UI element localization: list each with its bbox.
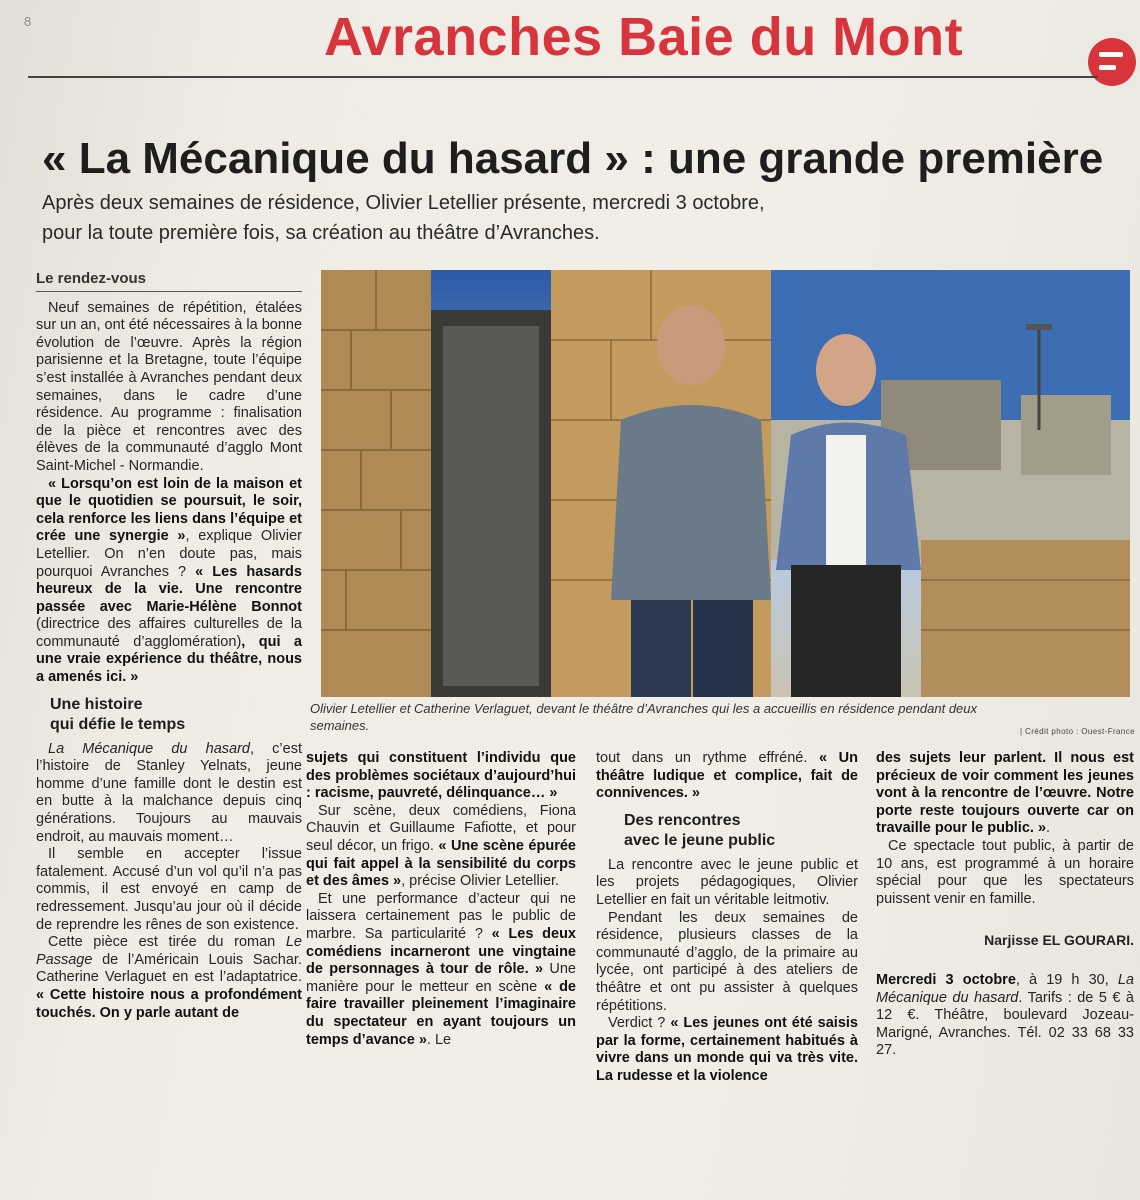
quote: « Cette histoire nous a profondément touchés. On y parle autant de [36, 986, 302, 1021]
paragraph [596, 750, 858, 803]
column-2 [306, 750, 576, 1049]
photo-credit: | Crédit photo : Ouest-France [1019, 727, 1135, 736]
box-heading: Le rendez-vous [36, 270, 302, 292]
paragraph [876, 750, 1134, 838]
subheading-line: qui défie le temps [50, 715, 186, 733]
quote: , qui a une vraie expérience du théâtre, nous a amenés ici. » [36, 633, 302, 686]
work-title: La Mécanique du hasard [48, 740, 250, 757]
paragraph [36, 300, 302, 476]
subheading-line: avec le jeune public [624, 831, 776, 849]
subheading [36, 687, 302, 741]
quote: « Les hasards heureux de la vie. Une rencontre passée avec Marie-Hélène Bonnot [36, 563, 302, 615]
text: Une manière pour le metteur en scène [306, 961, 576, 995]
text: , précise Olivier Letellier. [401, 873, 560, 890]
paragraph [36, 846, 302, 934]
subheading-line: Une histoire [50, 695, 143, 713]
article-headline: « La Mécanique du hasard » : une grande première [42, 134, 1104, 183]
subheading [596, 803, 858, 857]
quote: « Une scène épurée qui fait appel à la sensibilité du corps et des âmes » [306, 837, 576, 890]
practical-info [876, 972, 1134, 1060]
text: de l’Américain Louis Sachar. Catherine Verlaguet en est l’adaptatrice. [36, 951, 302, 986]
paragraph [36, 476, 302, 687]
text: . [1046, 820, 1051, 837]
paragraph [36, 741, 302, 847]
photo-illustration [321, 270, 1130, 697]
subheading-line: Des rencontres [624, 811, 741, 829]
paragraph [596, 910, 858, 1016]
quote: sujets qui constituent l’individu que des problèmes sociétaux d’aujourd’hui : racisme, pauvreté, délinquance… » [306, 750, 576, 802]
deck-line: pour la toute première fois, sa création au théâtre d’Avranches. [42, 222, 600, 244]
byline: Narjisse EL GOURARI. [984, 932, 1134, 949]
column-3 [596, 750, 858, 1086]
paragraph [876, 838, 1134, 908]
deck-line: Après deux semaines de résidence, Olivier Letellier présente, mercredi 3 octobre, [42, 192, 765, 214]
text: (directrice des affaires culturelles de la communauté d’agglomération) [36, 616, 302, 650]
paragraph [306, 750, 576, 803]
text: Et une performance d’acteur qui ne laissera certainement pas le public de marbre. Sa particularité ? [306, 890, 576, 942]
section-title: Avranches Baie du Mont [324, 7, 964, 67]
paragraph [306, 891, 576, 1049]
photo-caption: Olivier Letellier et Catherine Verlaguet, devant le théâtre d’Avranches qui les a accueillis en résidence pendant deux semaines. [310, 701, 978, 733]
quote: des sujets leur parlent. Il nous est précieux de voir comment les jeunes vont à la rencontre de l’œuvre. Notre porte reste toujours ouverte car on travaille pour le public. » [876, 750, 1134, 837]
text: La rencontre avec le jeune public et les projets pédagogiques, Olivier Letellier en fait un véritable leitmotiv. [596, 856, 858, 908]
event-date: Mercredi 3 octobre [876, 971, 1016, 988]
text: tout dans un rythme effréné. [596, 750, 808, 766]
paragraph [306, 803, 576, 891]
quote: « Un théâtre ludique et complice, fait de connivences. » [596, 750, 858, 802]
text: Cette pièce est tirée du roman [48, 934, 286, 951]
text: Sur scène, deux comédiens, Fiona Chauvin et Guillaume Fafiotte, et pour seul décor, un frigo. [306, 802, 576, 854]
quote: « Les jeunes ont été saisis par la forme, certainement habitués à vivre dans un monde qui va très vite. La rudesse et la violence [596, 1015, 858, 1084]
text: , c’est l’histoire de Stanley Yelnats, jeune homme d’une famille dont le destin est en butte à la malchance depuis cinq générations. Toujours au mauvais endroit, au mauvais moment… [36, 740, 302, 845]
section-logo-icon [1088, 38, 1136, 86]
text: Pendant les deux semaines de résidence, plusieurs classes de la communauté d’agglo, de la primaire au lycée, ont participé à des ateliers de théâtre et ont pu assister à quelques répétitions. [596, 909, 858, 1014]
page-number: 8 [24, 14, 32, 29]
paragraph [596, 1015, 858, 1085]
header-rule [28, 76, 1098, 78]
text: . Le [426, 1031, 452, 1048]
paragraph [36, 934, 302, 1022]
text: . Tarifs : de 5 € à 12 €. Théâtre, boulevard Jozeau-Marigné, Avranches. Tél. 02 33 68 33 27. [876, 989, 1134, 1059]
article-photo [321, 270, 1130, 697]
work-title: La Mécanique du hasard [876, 971, 1134, 1006]
text: Neuf semaines de répétition, étalées sur un an, ont été nécessaires à la bonne évolution de l’œuvre. Après la région parisienne et la Bretagne, toute l’équipe s’est installée à Avranches pendant deux semaines, dans le cadre d’une résidence. Au programme : finalisation de la pièce et rencontres avec des élèves de la communauté d’agglo Mont Saint-Michel - Normandie. [36, 299, 303, 474]
text: Verdict ? [608, 1015, 666, 1032]
quote: « de faire travailler pleinement l’imaginaire du spectateur en ayant toujours un temps d’avance » [306, 978, 576, 1048]
paragraph [596, 857, 858, 910]
column-4 [876, 750, 1134, 1060]
text: Ce spectacle tout public, à partir de 10 ans, est programmé à un horaire spécial pour que les spectateurs puissent venir en famille. [876, 837, 1134, 907]
quote: « Les deux comédiens incarneront une vingtaine de personnages à tour de rôle. » [306, 925, 576, 978]
text: , à 19 h 30, [1015, 971, 1118, 988]
quote: « Lorsqu’on est loin de la maison et que le quotidien se poursuit, le soir, cela renforce les liens dans l’équipe et crée une synergie » [36, 475, 302, 545]
column-1 [36, 270, 302, 1022]
text: Il semble en accepter l’issue fatalement. Accusé d’un vol qu’il n’a pas commis, il est envoyé en camp de redressement. Jusqu’au jour où il décide de reprendre les rênes de son existence. [36, 846, 302, 933]
article-deck [42, 188, 862, 248]
work-title: Le Passage [36, 934, 302, 968]
text: , explique Olivier Letellier. On n’en doute pas, mais pourquoi Avranches ? [36, 528, 302, 580]
